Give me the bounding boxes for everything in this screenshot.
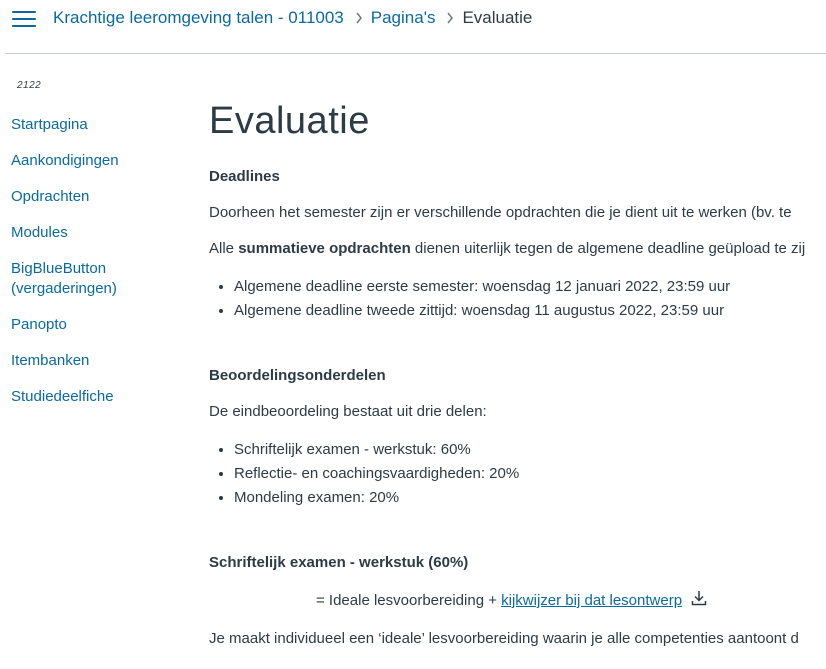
- page-title: Evaluatie: [209, 100, 370, 142]
- nav-item-aankondigingen[interactable]: Aankondigingen: [11, 152, 119, 169]
- deadlines-heading: Deadlines: [209, 168, 280, 185]
- summative-prefix: Alle: [209, 240, 239, 257]
- nav-item-panopto[interactable]: Panopto: [11, 316, 67, 333]
- nav-item-bigbluebutton[interactable]: BigBlueButton (vergaderingen): [11, 260, 117, 297]
- top-bar: [0, 0, 826, 54]
- breadcrumb-pages-link[interactable]: Pagina's: [370, 8, 436, 27]
- werkstuk-heading: Schriftelijk examen - werkstuk (60%): [209, 554, 469, 571]
- list-item: • Algemene deadline tweede zittijd: woensdag 11 augustus 2022, 23:59 uur: [234, 299, 826, 323]
- summative-suffix: dienen uiterlijk tegen de algemene deadline geüpload te zij: [410, 240, 806, 257]
- deadlines-list: [209, 275, 826, 323]
- werkstuk-formula-prefix: = Ideale lesvoorbereiding +: [316, 591, 502, 609]
- nav-item-startpagina[interactable]: Startpagina: [11, 116, 88, 133]
- list-item: • Algemene deadline eerste semester: woensdag 12 januari 2022, 23:59 uur: [234, 275, 826, 299]
- summative-bold: summatieve opdrachten: [238, 240, 411, 257]
- kijkwijzer-link[interactable]: kijkwijzer bij dat lesontwerp: [501, 591, 683, 609]
- header-divider: [5, 53, 826, 54]
- breadcrumb-current: Evaluatie: [462, 8, 533, 27]
- werkstuk-formula: [209, 589, 826, 613]
- onderdelen-list: [209, 438, 826, 510]
- deadlines-paragraph: Doorheen het semester zijn er verschillende opdrachten die je dient uit te werken (bv. te: [209, 204, 792, 221]
- breadcrumb: [53, 8, 532, 28]
- werkstuk-paragraph: Je maakt individueel een ‘ideale’ lesvoorbereiding waarin je alle competenties aantoont d: [209, 630, 799, 647]
- nav-item-itembanken[interactable]: Itembanken: [11, 352, 90, 369]
- onderdelen-heading: Beoordelingsonderdelen: [209, 367, 386, 384]
- menu-icon[interactable]: [10, 8, 38, 32]
- list-item: • Reflectie- en coachingsvaardigheden: 20%: [234, 462, 826, 486]
- page-content: [209, 100, 826, 665]
- list-item: • Schriftelijk examen - werkstuk: 60%: [234, 438, 826, 462]
- download-icon[interactable]: [690, 589, 708, 613]
- nav-item-modules[interactable]: Modules: [11, 224, 68, 241]
- summative-paragraph: [209, 239, 826, 259]
- course-navigation: [11, 80, 171, 423]
- term-label: 2122: [17, 80, 42, 91]
- nav-item-opdrachten[interactable]: Opdrachten: [11, 188, 90, 205]
- nav-item-studiedeelfiche[interactable]: Studiedeelfiche: [11, 388, 114, 405]
- breadcrumb-course-link[interactable]: Krachtige leeromgeving talen - 011003: [53, 8, 344, 27]
- chevron-right-icon: [446, 12, 454, 24]
- onderdelen-intro: De eindbeoordeling bestaat uit drie delen:: [209, 403, 487, 420]
- chevron-right-icon: [355, 12, 363, 24]
- list-item: • Mondeling examen: 20%: [234, 486, 826, 510]
